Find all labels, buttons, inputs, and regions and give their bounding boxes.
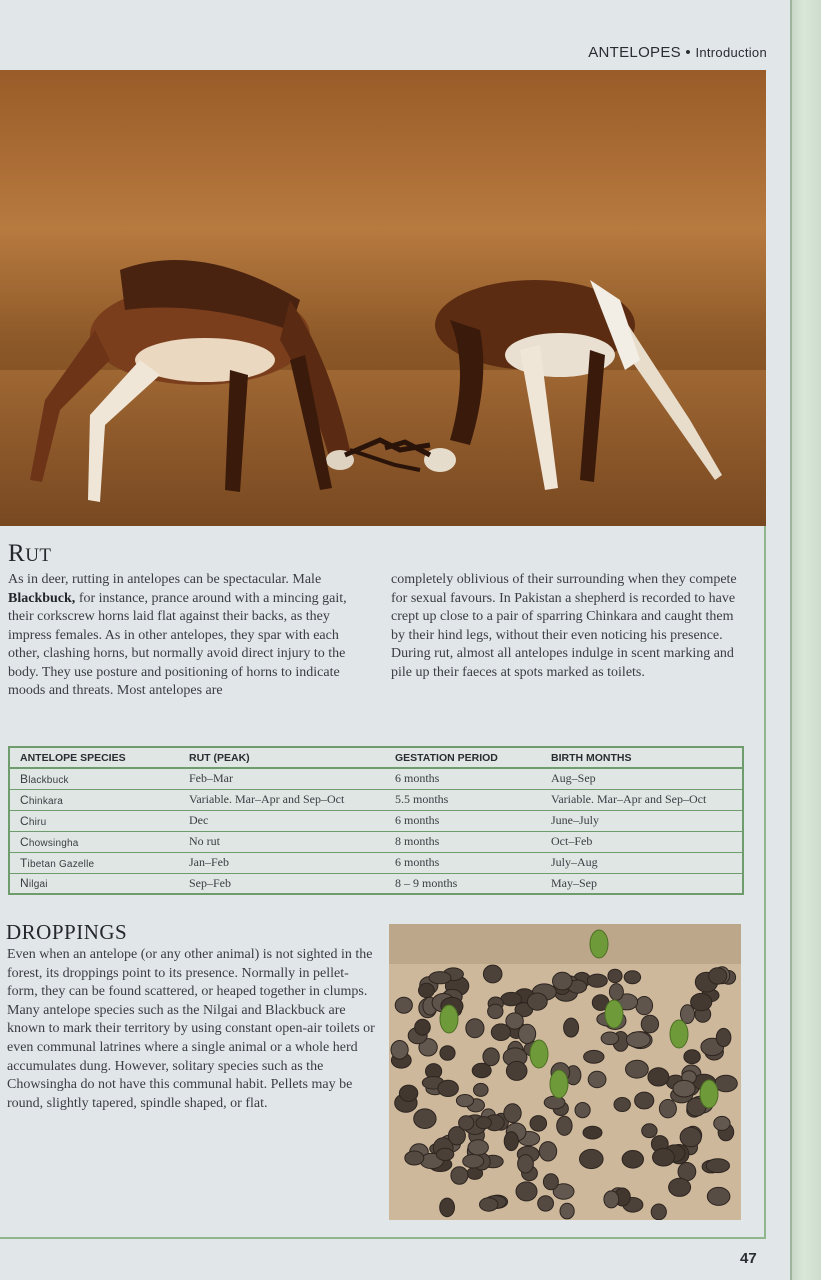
- birth-months-cell: July–Aug: [541, 852, 743, 873]
- dung-pellet: [651, 1204, 666, 1220]
- dung-pellet: [429, 972, 451, 984]
- table-row: [9, 810, 743, 831]
- dung-pellet: [405, 1151, 424, 1165]
- rut-text-left-column: [8, 571, 374, 701]
- seedling-leaf: [700, 1080, 718, 1108]
- birth-months-cell: Variable. Mar–Apr and Sep–Oct: [541, 789, 743, 810]
- species-cell: Blackbuck: [9, 768, 179, 789]
- dung-pellet: [415, 1019, 431, 1035]
- dung-pellet: [604, 1191, 619, 1208]
- dung-pellet: [501, 992, 522, 1005]
- dung-pellet: [480, 1198, 498, 1211]
- seedling-leaf: [440, 1005, 458, 1033]
- running-head-subsection: Introduction: [695, 45, 767, 60]
- dung-pellet: [451, 1167, 468, 1185]
- dung-pellet: [391, 1041, 408, 1060]
- dung-pellet: [474, 1083, 489, 1096]
- dung-pellet: [584, 1050, 604, 1063]
- table-header-row: [9, 747, 743, 768]
- seedling-leaf: [590, 930, 608, 958]
- blackbuck-sparring-photo: [0, 70, 766, 526]
- rut-text-left-start: As in deer, rutting in antelopes can be spectacular. Male: [8, 572, 322, 587]
- dung-pellet: [636, 997, 653, 1015]
- seedling-leaf: [530, 1040, 548, 1068]
- dung-pellet: [543, 1174, 558, 1190]
- droppings-heading: DROPPINGS: [6, 920, 128, 944]
- gestation-cell: 8 months: [385, 831, 541, 852]
- rut-text-blackbuck-bold: Blackbuck,: [8, 590, 76, 606]
- dung-pellet: [648, 1068, 669, 1086]
- dung-pellet: [504, 1104, 521, 1123]
- dung-pellet: [518, 1155, 534, 1173]
- dung-pellet: [609, 984, 623, 1001]
- dung-pellet: [608, 969, 622, 982]
- dung-pellet: [673, 1080, 695, 1097]
- dung-pellet: [624, 971, 640, 984]
- dung-pellet: [538, 1196, 554, 1211]
- rut-text-left-end: for instance, prance around with a mincing gait, their corkscrew horns laid flat against their backs, as they impress females. As in other antelopes, they spar with each other, clashing horns, but normally avoid direct injury to the body. They use posture and positioning of horns to indicate moods and threats. Most antelopes are: [8, 590, 347, 698]
- dung-pellet: [440, 1046, 455, 1061]
- dung-pellet: [506, 1013, 523, 1029]
- gestation-cell: 6 months: [385, 852, 541, 873]
- col-header-birth-months: BIRTH MONTHS: [541, 747, 743, 768]
- seedling-leaf: [605, 1000, 623, 1028]
- rut-cell: Sep–Feb: [189, 875, 231, 890]
- dung-pellet: [553, 972, 573, 990]
- rut-cell: Feb–Mar: [179, 768, 385, 789]
- running-head: [588, 44, 767, 61]
- dung-pellet: [575, 1103, 590, 1118]
- dung-pellet: [506, 1061, 527, 1080]
- green-margin-rule: [764, 526, 766, 1238]
- col-header-gestation: GESTATION PERIOD: [385, 747, 541, 768]
- birth-months-cell: June–July: [541, 810, 743, 831]
- dung-pellet: [456, 1095, 473, 1107]
- dung-pellet: [583, 1126, 602, 1139]
- dung-pellet: [659, 1100, 676, 1118]
- dung-pellet: [459, 1116, 474, 1130]
- dung-pellet: [564, 1018, 579, 1037]
- seedling-leaf: [670, 1020, 688, 1048]
- dung-pellet: [419, 983, 435, 997]
- dung-pellet: [544, 1096, 565, 1109]
- rut-cell: Variable. Mar–Apr and Sep–Oct: [179, 789, 385, 810]
- droppings-text: Even when an antelope (or any other animal) is not sighted in the forest, its droppings point to its presence. Normally in pellet-form, they can be found scattered, or heaped together in clumps. Many antelope species such as the Nilgai and Blackbuck are known to mark their territory by using constant open-air toilets or even communal latrines where a single animal or a whole herd accumulates dung. However, solitary species such as the Chowsingha do not have this communal habit. Pellets may be round, slightly tapered, spindle shaped, or flat.: [7, 947, 375, 1111]
- gestation-cell: 6 months: [385, 810, 541, 831]
- species-cell: Chiru: [9, 810, 179, 831]
- dung-pellet: [642, 1124, 657, 1138]
- rut-cell: Jan–Feb: [179, 852, 385, 873]
- table-row: [9, 873, 743, 894]
- dung-pellet: [622, 1151, 643, 1169]
- col-header-rut: RUT (PEAK): [179, 747, 385, 768]
- table-row: [9, 789, 743, 810]
- dung-pellet: [716, 1028, 731, 1046]
- dung-pellet: [438, 1080, 459, 1096]
- dung-pellet: [614, 1098, 630, 1112]
- dung-pellet: [641, 1015, 658, 1033]
- dung-pellet: [504, 1132, 518, 1151]
- dung-pellet: [680, 1127, 701, 1146]
- droppings-photo: [389, 924, 741, 1220]
- dung-pellet: [560, 1203, 574, 1219]
- dung-pellets-illustration: [389, 924, 741, 1220]
- birth-months-cell: Oct–Feb: [541, 831, 743, 852]
- dung-pellet: [468, 1140, 488, 1155]
- dung-pellet: [557, 1116, 572, 1135]
- dung-pellet: [653, 1148, 675, 1166]
- dung-pellet: [527, 993, 547, 1010]
- dung-pellet: [601, 1032, 619, 1045]
- rut-heading-initial: R: [8, 540, 26, 567]
- col-header-species: ANTELOPE SPECIES: [9, 747, 179, 768]
- rut-cell: No rut: [179, 831, 385, 852]
- seedling-leaf: [550, 1070, 568, 1098]
- species-cell: Chinkara: [9, 789, 179, 810]
- dung-pellet: [395, 997, 412, 1013]
- running-head-section: ANTELOPES: [588, 44, 681, 61]
- blackbuck-illustration: [0, 70, 766, 526]
- dung-pellet: [440, 1198, 455, 1217]
- dung-pellet: [483, 1048, 499, 1066]
- dung-pellet: [414, 1109, 436, 1129]
- antelope-species-table: [8, 746, 744, 895]
- dung-pellet: [691, 993, 712, 1010]
- dung-pellet: [707, 1187, 730, 1205]
- dung-pellet: [436, 1148, 453, 1160]
- gestation-cell: 8 – 9 months: [395, 875, 458, 890]
- page-edge: [790, 0, 821, 1280]
- running-head-separator: •: [685, 44, 691, 61]
- dung-pellet: [466, 1019, 484, 1038]
- dung-pellet: [476, 1117, 491, 1129]
- dung-pellet: [539, 1142, 556, 1161]
- dung-pellet: [587, 974, 607, 987]
- dung-pellet: [483, 965, 502, 983]
- dung-pellet: [463, 1154, 484, 1168]
- rut-cell: Dec: [179, 810, 385, 831]
- gestation-cell: 6 months: [385, 768, 541, 789]
- green-bottom-rule: [0, 1237, 766, 1239]
- rut-heading: [8, 540, 52, 568]
- dung-pellet: [635, 1092, 654, 1109]
- table-row: [9, 831, 743, 852]
- dung-pellet: [626, 1032, 650, 1048]
- gestation-cell: 5.5 months: [385, 789, 541, 810]
- table-row: [9, 852, 743, 873]
- dung-pellet: [516, 1182, 537, 1201]
- dung-pellet: [714, 1116, 730, 1130]
- dung-pellet: [706, 1159, 729, 1173]
- dung-pellet: [626, 1060, 649, 1078]
- birth-months-cell: May–Sep: [551, 875, 597, 890]
- dung-pellet: [588, 1071, 606, 1087]
- rut-heading-rest: UT: [25, 545, 52, 566]
- dung-pellet: [488, 1004, 503, 1018]
- table-row: [9, 768, 743, 789]
- species-cell: Chowsingha: [9, 831, 179, 852]
- rut-text-right-column: completely oblivious of their surrounding when they compete for sexual favours. In Pakistan a shepherd is recorded to have crept up close to a pair of sparring Chinkara and caught them by their hind legs, without their even noticing his presence. During rut, almost all antelopes indulge in scent marking and pile up their faeces at spots marked as toilets.: [391, 572, 737, 680]
- dung-pellet: [684, 1050, 700, 1064]
- dung-pellet: [530, 1116, 547, 1132]
- dung-pellet: [399, 1085, 417, 1101]
- dung-pellet: [709, 968, 727, 984]
- page-number: 47: [740, 1250, 757, 1267]
- species-cell: Nilgai: [20, 876, 48, 891]
- dung-pellet: [580, 1149, 604, 1168]
- dung-pellet: [519, 1024, 536, 1043]
- dung-pellet: [669, 1178, 691, 1196]
- species-cell: Tibetan Gazelle: [9, 852, 179, 873]
- birth-months-cell: Aug–Sep: [541, 768, 743, 789]
